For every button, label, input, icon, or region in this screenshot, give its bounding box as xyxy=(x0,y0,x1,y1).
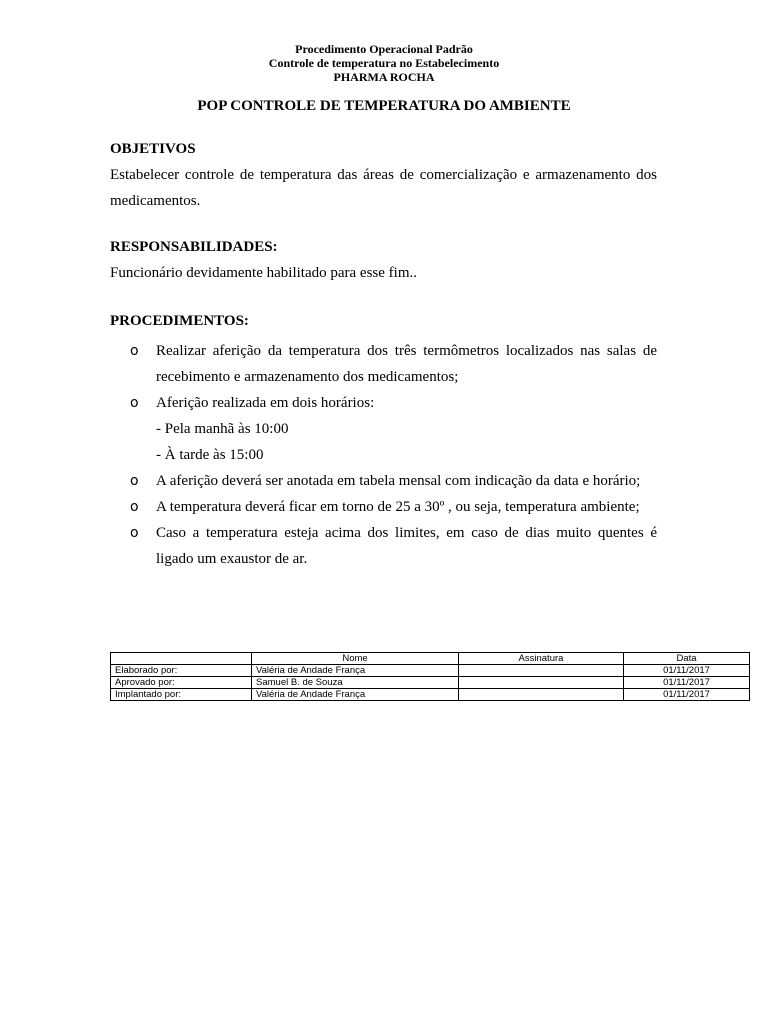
objetivos-text: Estabelecer controle de temperatura das áreas de comercialização e armazenamento dos medicamentos. xyxy=(110,167,657,209)
sub-item-afternoon: - À tarde às 15:00 xyxy=(156,447,264,463)
list-item-text: A temperatura deverá ficar em torno de 25 a 30º , ou seja, temperatura ambiente; xyxy=(156,499,640,515)
list-item-text: Aferição realizada em dois horários: xyxy=(156,395,375,411)
list-item-text: A aferição deverá ser anotada em tabela mensal com indicação da data e horário; xyxy=(156,473,641,489)
bullet-icon: o xyxy=(130,525,139,541)
table-header-row xyxy=(111,653,750,665)
table-row xyxy=(111,665,750,677)
sub-item-morning: - Pela manhã às 10:00 xyxy=(156,421,289,437)
list-item-text: Realizar aferição da temperatura dos três termômetros localizados nas salas de recebimento e armazenamento dos medicamentos; xyxy=(156,343,657,385)
document-body xyxy=(110,138,657,572)
list-item xyxy=(110,468,657,494)
header-line-3: PHARMA ROCHA xyxy=(333,70,435,84)
list-item-text: Caso a temperatura esteja acima dos limites, em caso de dias muito quentes é ligado um exaustor de ar. xyxy=(156,525,657,567)
responsabilidades-heading: RESPONSABILIDADES: xyxy=(110,239,278,255)
row-label: Elaborado por: xyxy=(111,665,252,677)
table-row xyxy=(111,689,750,701)
list-item xyxy=(110,338,657,390)
procedimentos-list xyxy=(110,338,657,572)
row-nome: Valéria de Andade França xyxy=(252,665,459,677)
signature-table xyxy=(110,652,750,701)
row-data: 01/11/2017 xyxy=(624,689,750,701)
bullet-icon: o xyxy=(130,395,139,411)
objetivos-heading: OBJETIVOS xyxy=(110,141,196,157)
row-nome: Valéria de Andade França xyxy=(252,689,459,701)
row-data: 01/11/2017 xyxy=(624,665,750,677)
table-row xyxy=(111,677,750,689)
row-nome: Samuel B. de Souza xyxy=(252,677,459,689)
header-line-1: Procedimento Operacional Padrão xyxy=(295,42,473,56)
header-cell-nome: Nome xyxy=(252,653,459,665)
bullet-icon: o xyxy=(130,343,139,359)
row-assinatura xyxy=(459,665,624,677)
header-cell-empty xyxy=(111,653,252,665)
bullet-icon: o xyxy=(130,499,139,515)
row-data: 01/11/2017 xyxy=(624,677,750,689)
row-label: Aprovado por: xyxy=(111,677,252,689)
document-title: POP CONTROLE DE TEMPERATURA DO AMBIENTE xyxy=(197,98,571,114)
list-item xyxy=(110,390,657,416)
header-cell-assinatura: Assinatura xyxy=(459,653,624,665)
header-cell-data: Data xyxy=(624,653,750,665)
row-assinatura xyxy=(459,677,624,689)
responsabilidades-text: Funcionário devidamente habilitado para esse fim.. xyxy=(110,265,417,281)
procedimentos-heading: PROCEDIMENTOS: xyxy=(110,313,249,329)
list-item xyxy=(110,494,657,520)
row-assinatura xyxy=(459,689,624,701)
document-header xyxy=(0,42,768,84)
row-label: Implantado por: xyxy=(111,689,252,701)
list-item xyxy=(110,520,657,572)
header-line-2: Controle de temperatura no Estabelecimento xyxy=(268,56,500,70)
bullet-icon: o xyxy=(130,473,139,489)
